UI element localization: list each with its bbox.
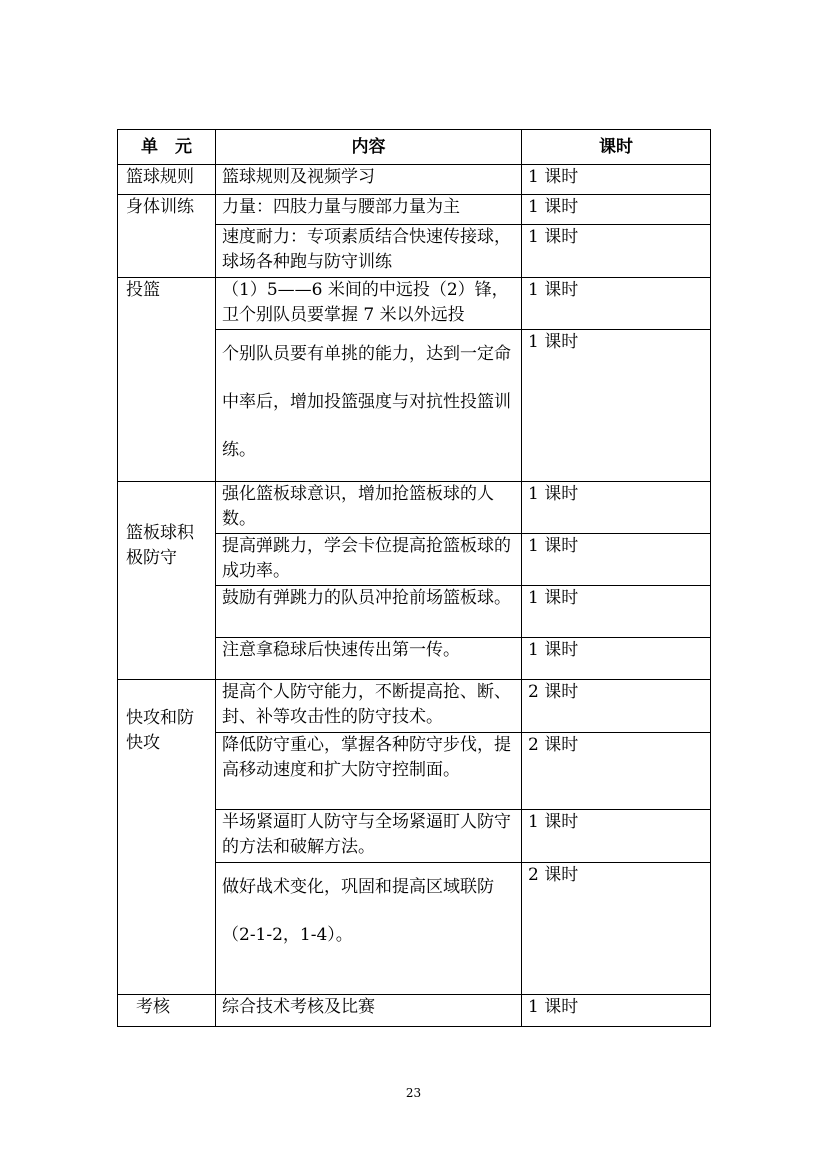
hours-cell: 1 课时 <box>522 586 711 638</box>
unit-cell: 考核 <box>118 995 216 1027</box>
hours-cell: 1 课时 <box>522 810 711 863</box>
hours-cell: 1 课时 <box>522 225 711 278</box>
hours-cell: 1 课时 <box>522 482 711 534</box>
unit-cell: 身体训练 <box>118 195 216 278</box>
unit-cell: 投篮 <box>118 278 216 482</box>
hours-cell: 1 课时 <box>522 330 711 482</box>
unit-cell: 篮球规则 <box>118 165 216 195</box>
content-cell: 力量：四肢力量与腰部力量为主 <box>216 195 522 225</box>
course-schedule-table <box>117 129 711 1027</box>
content-cell: 强化篮板球意识，增加抢篮板球的人数。 <box>216 482 522 534</box>
unit-cell <box>118 680 216 995</box>
hours-cell: 2 课时 <box>522 733 711 810</box>
header-hours: 课时 <box>522 130 711 165</box>
content-cell: 提高弹跳力，学会卡位提高抢篮板球的成功率。 <box>216 534 522 586</box>
hours-cell: 1 课时 <box>522 278 711 330</box>
hours-cell: 1 课时 <box>522 195 711 225</box>
page-number: 23 <box>405 1086 422 1100</box>
content-cell: （1）5——6 米间的中远投（2）锋，卫个别队员要掌握 7 米以外远投 <box>216 278 522 330</box>
table-row <box>118 278 711 330</box>
table-row <box>118 482 711 534</box>
content-cell: 个别队员要有单挑的能力，达到一定命中率后，增加投篮强度与对抗性投篮训练。 <box>216 330 522 482</box>
table-row <box>118 165 711 195</box>
hours-cell: 1 课时 <box>522 638 711 680</box>
table-row <box>118 195 711 225</box>
hours-cell: 1 课时 <box>522 165 711 195</box>
content-cell: 做好战术变化，巩固和提高区域联防（2-1-2，1-4）。 <box>216 863 522 995</box>
content-cell: 降低防守重心，掌握各种防守步伐，提高移动速度和扩大防守控制面。 <box>216 733 522 810</box>
table-row <box>118 680 711 733</box>
content-cell: 速度耐力：专项素质结合快速传接球，球场各种跑与防守训练 <box>216 225 522 278</box>
content-cell: 注意拿稳球后快速传出第一传。 <box>216 638 522 680</box>
hours-cell: 1 课时 <box>522 534 711 586</box>
content-cell: 提高个人防守能力，不断提高抢、断、封、补等攻击性的防守技术。 <box>216 680 522 733</box>
header-unit: 单 元 <box>118 130 216 165</box>
unit-label: 篮板球积极防守 <box>126 522 194 568</box>
table-header-row <box>118 130 711 165</box>
content-cell: 半场紧逼盯人防守与全场紧逼盯人防守的方法和破解方法。 <box>216 810 522 863</box>
hours-cell: 1 课时 <box>522 995 711 1027</box>
unit-label: 快攻和防快攻 <box>126 708 194 753</box>
content-cell: 篮球规则及视频学习 <box>216 165 522 195</box>
hours-cell: 2 课时 <box>522 680 711 733</box>
content-cell: 鼓励有弹跳力的队员冲抢前场篮板球。 <box>216 586 522 638</box>
content-cell: 综合技术考核及比赛 <box>216 995 522 1027</box>
header-content: 内容 <box>216 130 522 165</box>
unit-cell <box>118 482 216 680</box>
hours-cell: 2 课时 <box>522 863 711 995</box>
table-row <box>118 995 711 1027</box>
